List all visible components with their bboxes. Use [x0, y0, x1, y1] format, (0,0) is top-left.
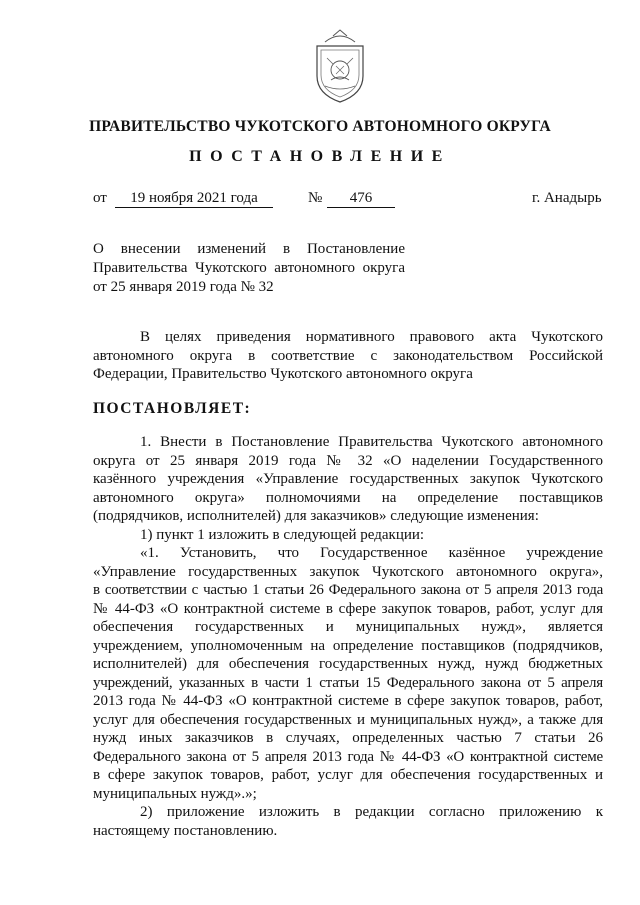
date-prefix-label: от [93, 190, 107, 206]
body-line: «1. Установить, что Государственное казённое учреждение [140, 545, 603, 561]
number-label: № [308, 190, 323, 206]
body-line: 1. Внести в Постановление Правительства Чукотского автономного [140, 434, 603, 450]
decree-number [327, 190, 395, 208]
preamble-paragraph [93, 328, 603, 384]
preamble-line: В целях приведения нормативного правового акта Чукотского [140, 329, 603, 345]
city-label: г. Анадырь [532, 190, 602, 206]
body-line: «Управление государственных закупок Чукотского автономного округа», [93, 563, 603, 580]
body-line: автономного округа» полномочиями на определение поставщиков [93, 489, 603, 506]
body-line: 1) пункт 1 изложить в следующей редакции: [140, 526, 425, 543]
body-line: 2) приложение изложить в редакции согласно приложению к [140, 804, 603, 820]
body-line: исполнителей) для обеспечения государственных нужд, нужд бюджетных [93, 656, 603, 672]
body-line: учреждением, уполномоченным на определение поставщиков (подрядчиков, [93, 637, 603, 654]
body-line: учреждений, указанных в части 1 статьи 15 Федерального закона от 5 апреля [93, 674, 603, 691]
body-line: округа от 25 января 2019 года № 32 «О наделении Государственного [93, 452, 603, 469]
subject-line: от 25 января 2019 года № 32 [93, 279, 274, 295]
resolves-heading: ПОСТАНОВЛЯЕТ: [93, 400, 252, 417]
decree-subject [93, 240, 405, 297]
body-line: казённого учреждения «Управление государственных закупок Чукотского [93, 471, 603, 487]
body-line: в соответствии с частью 1 статьи 26 Федерального закона от 5 апреля 2013 года [93, 582, 603, 598]
body-line: обеспечения государственных и муниципальных нужд», является [93, 619, 603, 635]
body-line: услуг для обеспечения государственных и муниципальных нужд», а также для [93, 711, 603, 728]
government-title: ПРАВИТЕЛЬСТВО ЧУКОТСКОГО АВТОНОМНОГО ОКРУГА [89, 118, 551, 135]
body-line: нужд иных заказчиков в случаях, определенных частью 7 статьи 26 [93, 730, 603, 746]
decree-type-title: ПОСТАНОВЛЕНИЕ [189, 148, 451, 165]
preamble-line: Федерации, Правительство Чукотского автономного округа [93, 366, 473, 382]
body-line: настоящему постановлению. [93, 822, 278, 839]
subject-line: Правительства Чукотского автономного округа [93, 260, 405, 276]
decree-number-value: 476 [327, 190, 395, 208]
coat-of-arms-emblem [303, 28, 377, 108]
decree-body [93, 433, 603, 840]
decree-date-value: 19 ноября 2021 года [115, 190, 273, 208]
body-line: 2013 года № 44-ФЗ «О контрактной системе в сфере закупок товаров, работ, [93, 693, 603, 709]
subject-line: О внесении изменений в Постановление [93, 241, 405, 257]
body-line: (подрядчиков, исполнителей) для заказчиков» следующие изменения: [93, 508, 539, 524]
body-line: Федерального закона от 5 апреля 2013 года № 44-ФЗ «О контрактной системе [93, 748, 603, 765]
body-line: муниципальных нужд».»; [93, 785, 257, 802]
body-line: в сфере закупок товаров, работ, услуг для обеспечения государственных и [93, 767, 603, 783]
body-line: № 44-ФЗ «О контрактной системе в сфере закупок товаров, работ, услуг для [93, 600, 603, 617]
decree-date [115, 190, 273, 208]
preamble-line: автономного округа в соответствие с законодательством Российской [93, 347, 603, 364]
